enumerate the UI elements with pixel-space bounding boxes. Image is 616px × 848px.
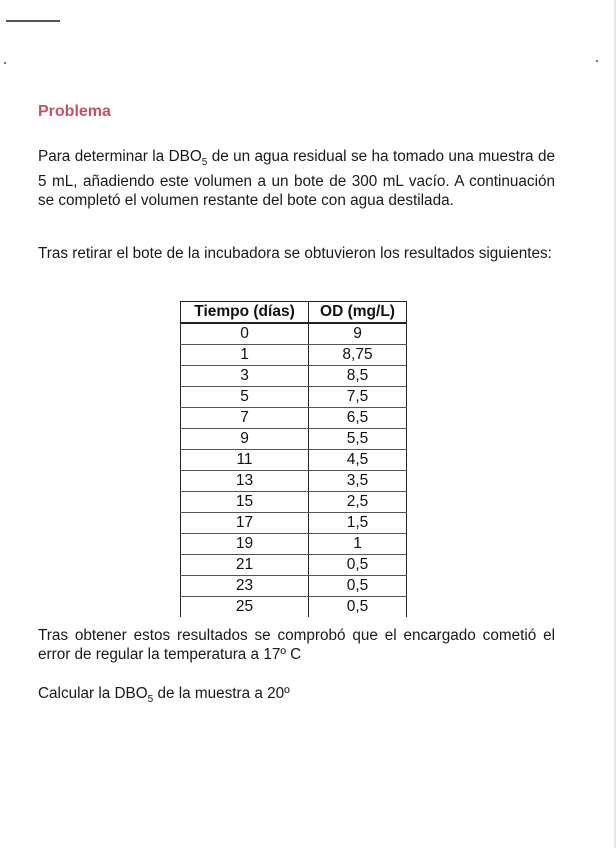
scan-artifact-dot: [596, 60, 598, 62]
cell-time: 19: [181, 534, 309, 555]
cell-time: 13: [181, 471, 309, 492]
cell-od: 5,5: [309, 429, 407, 450]
table-row: [181, 345, 407, 366]
cell-od: 6,5: [309, 408, 407, 429]
problem-paragraph-2: Tras retirar el bote de la incubadora se obtuvieron los resultados siguientes:: [38, 245, 552, 262]
cell-od: 7,5: [309, 387, 407, 408]
section-heading: Problema: [38, 103, 111, 120]
cell-od: 4,5: [309, 450, 407, 471]
header-time: Tiempo (días): [181, 302, 309, 324]
cell-time: 5: [181, 387, 309, 408]
question-paragraph: [38, 684, 555, 709]
table-row: [181, 513, 407, 534]
cell-time: 15: [181, 492, 309, 513]
cell-od: 8,5: [309, 366, 407, 387]
paragraph-1-text-before: Para determinar la DBO: [38, 148, 202, 165]
dbo-subscript: 5: [201, 157, 208, 169]
cell-od: 1,5: [309, 513, 407, 534]
cell-time: 23: [181, 576, 309, 597]
cell-od: 0,5: [309, 555, 407, 576]
table-row: [181, 429, 407, 450]
cell-od: 2,5: [309, 492, 407, 513]
cell-time: 3: [181, 366, 309, 387]
scan-artifact-dot: [4, 62, 6, 64]
paragraph-1-text-after: de un agua residual se ha tomado una muestra de 5 mL, añadiendo este volumen a un bote de 300 mL vacío. A continuación se completó el volumen restante del bote con agua destilada.: [38, 148, 555, 210]
cell-od: 1: [309, 534, 407, 555]
cell-time: 11: [181, 450, 309, 471]
scan-artifact-line: [6, 20, 60, 22]
table-row: [181, 576, 407, 597]
cell-time: 7: [181, 408, 309, 429]
question-text-after: de la muestra a 20º: [153, 685, 290, 702]
cell-time: 17: [181, 513, 309, 534]
header-od: OD (mg/L): [309, 302, 407, 324]
table-row: [181, 408, 407, 429]
dbo-subscript: 5: [147, 694, 154, 706]
results-table: [180, 301, 407, 617]
table-row: [181, 450, 407, 471]
cell-time: 25: [181, 597, 309, 618]
table-row: [181, 492, 407, 513]
cell-time: 0: [181, 323, 309, 345]
cell-od: 0,5: [309, 597, 407, 618]
cell-time: 21: [181, 555, 309, 576]
table-row: [181, 366, 407, 387]
cell-time: 9: [181, 429, 309, 450]
table-header-row: [181, 302, 407, 324]
problem-paragraph-3: Tras obtener estos resultados se comprobó que el encargado cometió el error de regular la temperatura a 17º C: [38, 627, 555, 663]
cell-od: 0,5: [309, 576, 407, 597]
table-row: [181, 387, 407, 408]
problem-paragraph-1: [38, 147, 555, 210]
cell-od: 9: [309, 323, 407, 345]
cell-time: 1: [181, 345, 309, 366]
table-row: [181, 471, 407, 492]
table-row: [181, 323, 407, 345]
cell-od: 8,75: [309, 345, 407, 366]
table-row: [181, 555, 407, 576]
cell-od: 3,5: [309, 471, 407, 492]
question-text-before: Calcular la DBO: [38, 685, 148, 702]
table-row: [181, 534, 407, 555]
table-row: [181, 597, 407, 618]
